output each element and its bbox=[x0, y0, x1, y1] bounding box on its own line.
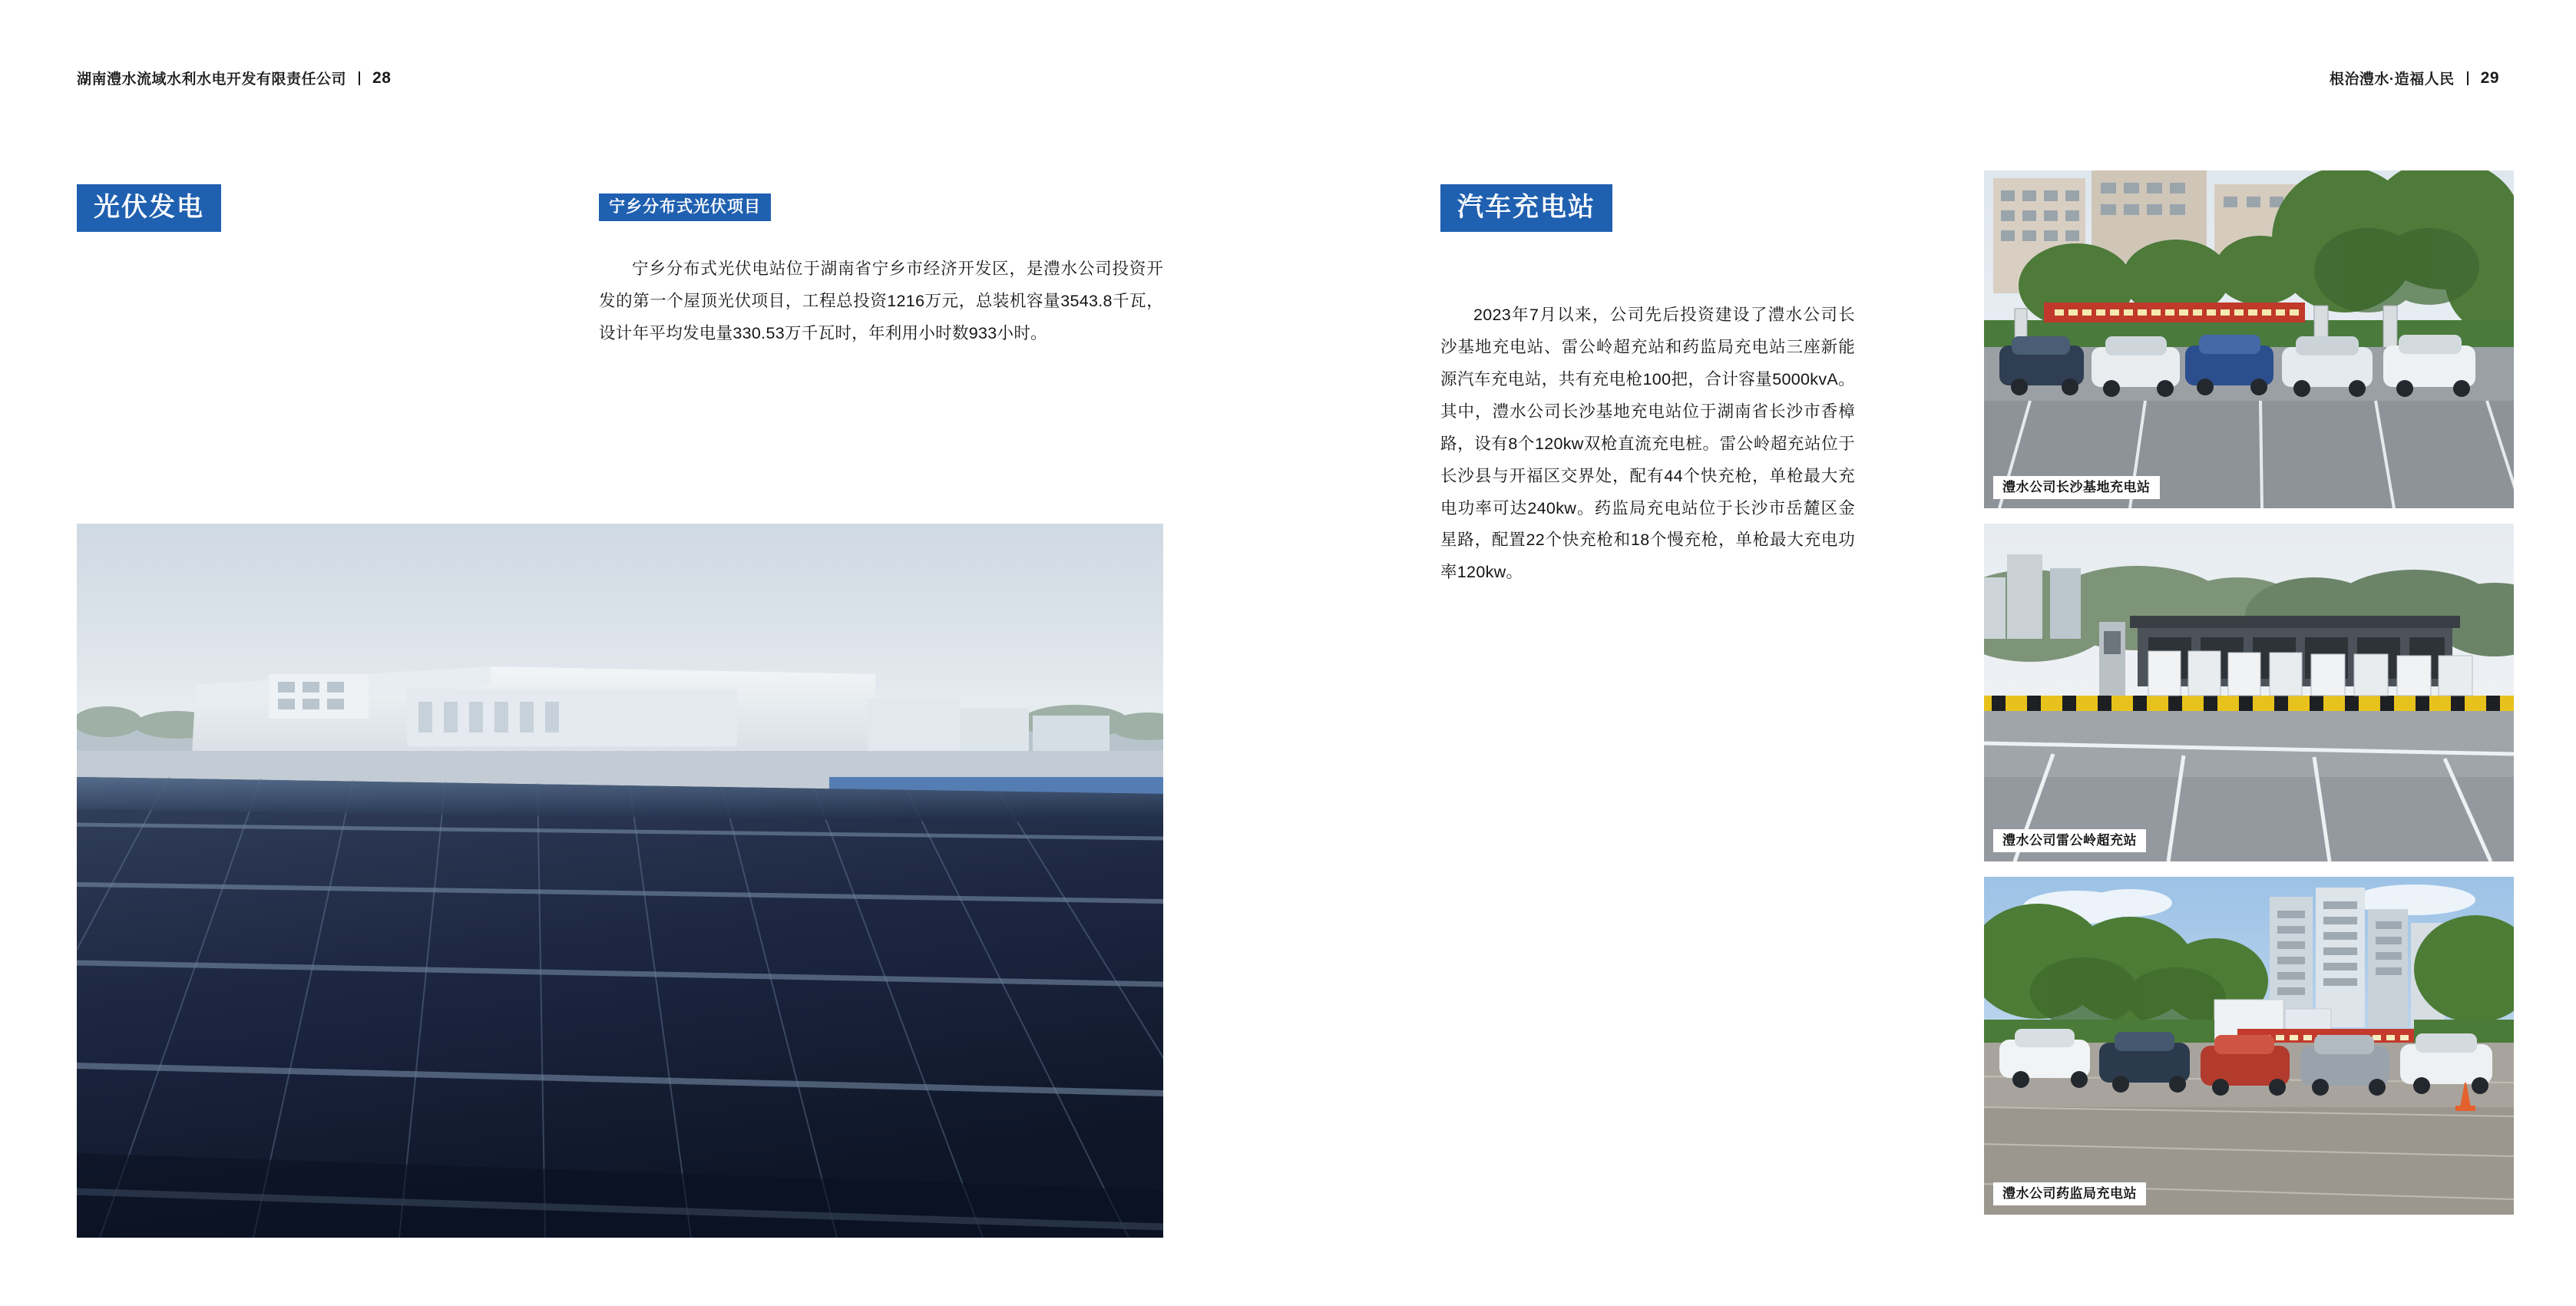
photo-changsha-base-station bbox=[1984, 170, 2514, 508]
photo-drug-bureau-station bbox=[1984, 877, 2514, 1215]
left-body-text bbox=[599, 253, 1163, 350]
section-title-photovoltaic: 光伏发电 bbox=[77, 184, 221, 232]
running-head-divider bbox=[359, 71, 360, 85]
section-title-charging-station: 汽车充电站 bbox=[1440, 184, 1612, 232]
sub-title-ningxiang-project: 宁乡分布式光伏项目 bbox=[599, 193, 771, 221]
photo-solar-rooftop-graphic bbox=[77, 524, 1163, 1238]
right-running-head bbox=[2330, 68, 2499, 88]
photo-caption-changsha-base: 澧水公司长沙基地充电站 bbox=[1993, 476, 2160, 499]
right-paragraph: 2023年7月以来，公司先后投资建设了澧水公司长沙基地充电站、雷公岭超充站和药监局充电站三座新能源汽车充电站，共有充电枪100把，合计容量5000kvA。其中，澧水公司长沙基地充电站位于湖南省长沙市香樟路，设有8个120kw双枪直流充电桩。雷公岭超充站位于长沙县与开福区交界处，配有44个快充枪，单枪最大充电功率可达240kw。药监局充电站位于长沙市岳麓区金星路，配置22个快充枪和18个慢充枪，单枪最大充电功率120kw。 bbox=[1440, 306, 1855, 582]
photo-caption-drug-bureau: 澧水公司药监局充电站 bbox=[1993, 1182, 2146, 1205]
photo-solar-rooftop bbox=[77, 524, 1163, 1238]
right-page bbox=[1288, 0, 2576, 1306]
photo-drug-bureau-station-graphic bbox=[1984, 877, 2514, 1215]
photo-changsha-base-station-graphic bbox=[1984, 170, 2514, 508]
left-running-head bbox=[77, 68, 391, 88]
right-body-text bbox=[1440, 299, 1855, 589]
left-page-number: 28 bbox=[372, 68, 392, 87]
photo-caption-leigongling: 澧水公司雷公岭超充站 bbox=[1993, 829, 2146, 852]
photo-leigongling-station-graphic bbox=[1984, 524, 2514, 861]
left-paragraph: 宁乡分布式光伏电站位于湖南省宁乡市经济开发区，是澧水公司投资开发的第一个屋顶光伏项目，工程总投资1216万元，总装机容量3543.8千瓦，设计年平均发电量330.53万千瓦时，年利用小时数933小时。 bbox=[599, 260, 1163, 342]
photo-leigongling-station bbox=[1984, 524, 2514, 861]
running-head-divider-right bbox=[2467, 71, 2469, 85]
right-page-number: 29 bbox=[2480, 68, 2499, 87]
left-running-head-text: 湖南澧水流域水利水电开发有限责任公司 bbox=[77, 71, 347, 88]
right-running-head-text: 根治澧水·造福人民 bbox=[2329, 71, 2455, 88]
